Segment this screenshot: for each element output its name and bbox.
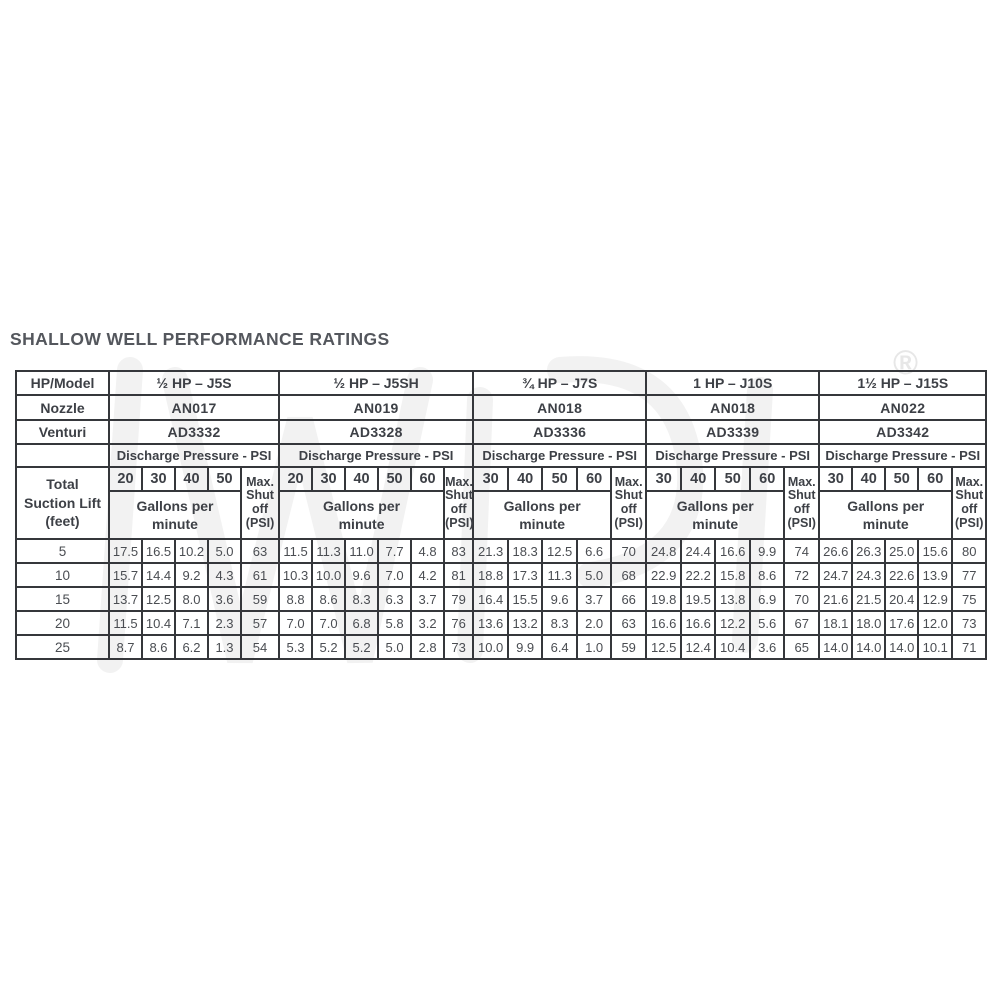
max-shutoff-value: 61: [241, 563, 279, 587]
pressure-col: 50: [542, 467, 577, 491]
gpm-value: 25.0: [885, 539, 918, 563]
pressure-col: 60: [577, 467, 611, 491]
gpm-value: 10.1: [918, 635, 952, 659]
gpm-value: 7.1: [175, 611, 208, 635]
gpm-value: 14.4: [142, 563, 175, 587]
max-shutoff-value: 54: [241, 635, 279, 659]
venturi-label: Venturi: [16, 420, 109, 444]
gpm-value: 26.6: [819, 539, 852, 563]
nozzle-row: [16, 395, 986, 420]
gpm-value: 14.0: [885, 635, 918, 659]
gpm-value: 11.5: [109, 611, 142, 635]
discharge-pressure-row: [16, 444, 986, 467]
discharge-header-j15s: Discharge Pressure - PSI: [819, 444, 986, 467]
max-shutoff-header: Max. Shut off (PSI): [444, 467, 473, 539]
suction-lift-value: 20: [16, 611, 109, 635]
gpm-value: 5.0: [378, 635, 411, 659]
max-shutoff-value: 73: [444, 635, 473, 659]
pressure-col: 40: [852, 467, 885, 491]
pressure-col: 30: [819, 467, 852, 491]
data-row: [16, 539, 986, 563]
gpm-value: 18.3: [508, 539, 542, 563]
gpm-value: 6.4: [542, 635, 577, 659]
gpm-value: 9.6: [345, 563, 378, 587]
pressure-col: 40: [681, 467, 715, 491]
max-shutoff-value: 80: [952, 539, 986, 563]
page-title: SHALLOW WELL PERFORMANCE RATINGS: [10, 329, 390, 349]
gpm-value: 7.0: [378, 563, 411, 587]
max-shutoff-header: Max. Shut off (PSI): [784, 467, 819, 539]
nozzle-j15s: AN022: [819, 395, 986, 420]
max-shutoff-value: 68: [611, 563, 646, 587]
discharge-header-j5s: Discharge Pressure - PSI: [109, 444, 279, 467]
data-row: [16, 611, 986, 635]
gpm-value: 17.3: [508, 563, 542, 587]
gpm-value: 11.0: [345, 539, 378, 563]
max-shutoff-value: 71: [952, 635, 986, 659]
gpm-value: 14.0: [852, 635, 885, 659]
gpm-value: 2.3: [208, 611, 241, 635]
venturi-j5sh: AD3328: [279, 420, 473, 444]
gpm-value: 12.4: [681, 635, 715, 659]
gpm-value: 22.2: [681, 563, 715, 587]
gpm-value: 1.3: [208, 635, 241, 659]
gpm-value: 10.3: [279, 563, 312, 587]
max-shutoff-header: Max. Shut off (PSI): [611, 467, 646, 539]
gpm-value: 6.9: [750, 587, 784, 611]
gpm-value: 6.8: [345, 611, 378, 635]
gpm-header: [109, 491, 241, 539]
gpm-value: 12.5: [142, 587, 175, 611]
gpm-header-label: Gallons per minute: [503, 497, 581, 532]
gpm-value: 24.8: [646, 539, 681, 563]
gpm-value: 13.8: [715, 587, 750, 611]
gpm-value: 15.6: [918, 539, 952, 563]
max-shutoff-value: 79: [444, 587, 473, 611]
gpm-value: 16.5: [142, 539, 175, 563]
gpm-value: 8.6: [750, 563, 784, 587]
gpm-value: 5.3: [279, 635, 312, 659]
suction-lift-value: 15: [16, 587, 109, 611]
gpm-value: 15.5: [508, 587, 542, 611]
gpm-value: 5.6: [750, 611, 784, 635]
suction-lift-header-cell: [16, 467, 109, 539]
nozzle-j5s: AN017: [109, 395, 279, 420]
venturi-j5s: AD3332: [109, 420, 279, 444]
gpm-value: 9.2: [175, 563, 208, 587]
pressure-col: 30: [646, 467, 681, 491]
watermark-registered-icon: ®: [893, 344, 919, 382]
gpm-value: 21.6: [819, 587, 852, 611]
gpm-value: 13.9: [918, 563, 952, 587]
gpm-value: 8.3: [345, 587, 378, 611]
gpm-value: 15.7: [109, 563, 142, 587]
gpm-value: 6.2: [175, 635, 208, 659]
max-shutoff-value: 72: [784, 563, 819, 587]
gpm-value: 5.0: [208, 539, 241, 563]
gpm-value: 18.0: [852, 611, 885, 635]
pressure-col: 50: [208, 467, 241, 491]
pressure-col: 40: [508, 467, 542, 491]
data-row: [16, 563, 986, 587]
gpm-header: [646, 491, 784, 539]
gpm-header-label: Gallons per minute: [847, 497, 925, 532]
max-shutoff-value: 74: [784, 539, 819, 563]
venturi-row: [16, 420, 986, 444]
gpm-value: 19.5: [681, 587, 715, 611]
gpm-value: 3.6: [208, 587, 241, 611]
max-shutoff-value: 81: [444, 563, 473, 587]
gpm-value: 5.8: [378, 611, 411, 635]
max-shutoff-value: 70: [784, 587, 819, 611]
gpm-value: 12.5: [646, 635, 681, 659]
gpm-value: 16.4: [473, 587, 508, 611]
gpm-value: 16.6: [715, 539, 750, 563]
gpm-value: 6.6: [577, 539, 611, 563]
suction-lift-value: 25: [16, 635, 109, 659]
max-shutoff-value: 63: [611, 611, 646, 635]
gpm-value: 12.2: [715, 611, 750, 635]
gpm-value: 16.6: [681, 611, 715, 635]
gpm-value: 17.6: [885, 611, 918, 635]
gpm-value: 10.2: [175, 539, 208, 563]
gpm-value: 22.6: [885, 563, 918, 587]
gpm-value: 4.3: [208, 563, 241, 587]
gpm-value: 16.6: [646, 611, 681, 635]
suction-lift-label: Total Suction Lift (feet): [24, 475, 101, 530]
nozzle-j5sh: AN019: [279, 395, 473, 420]
gpm-value: 11.3: [312, 539, 345, 563]
pressure-col: 50: [885, 467, 918, 491]
pressure-col: 30: [312, 467, 345, 491]
model-j5sh: ½ HP – J5SH: [279, 371, 473, 395]
pressure-col: 20: [109, 467, 142, 491]
discharge-header-j10s: Discharge Pressure - PSI: [646, 444, 819, 467]
gpm-value: 4.2: [411, 563, 444, 587]
venturi-j7s: AD3336: [473, 420, 646, 444]
table-body: [16, 539, 986, 659]
max-shutoff-value: 70: [611, 539, 646, 563]
gpm-value: 7.7: [378, 539, 411, 563]
gpm-value: 11.5: [279, 539, 312, 563]
gpm-value: 5.0: [577, 563, 611, 587]
gpm-value: 3.6: [750, 635, 784, 659]
pressure-col: 40: [345, 467, 378, 491]
gpm-value: 2.0: [577, 611, 611, 635]
gpm-value: 10.0: [312, 563, 345, 587]
max-shutoff-value: 59: [241, 587, 279, 611]
gpm-value: 17.5: [109, 539, 142, 563]
max-shutoff-value: 65: [784, 635, 819, 659]
gpm-value: 9.6: [542, 587, 577, 611]
pressure-col: 60: [918, 467, 952, 491]
gpm-value: 6.3: [378, 587, 411, 611]
gpm-value: 9.9: [508, 635, 542, 659]
gpm-value: 7.0: [279, 611, 312, 635]
gpm-value: 11.3: [542, 563, 577, 587]
gpm-value: 12.5: [542, 539, 577, 563]
gpm-value: 13.6: [473, 611, 508, 635]
gpm-value: 3.7: [577, 587, 611, 611]
max-shutoff-value: 63: [241, 539, 279, 563]
model-j7s: ¾ HP – J7S: [473, 371, 646, 395]
gpm-value: 21.5: [852, 587, 885, 611]
gpm-value: 8.7: [109, 635, 142, 659]
gpm-value: 8.6: [312, 587, 345, 611]
gpm-value: 20.4: [885, 587, 918, 611]
hp-model-label: HP/Model: [16, 371, 109, 395]
discharge-header-j7s: Discharge Pressure - PSI: [473, 444, 646, 467]
model-j10s: 1 HP – J10S: [646, 371, 819, 395]
pressure-col: 20: [279, 467, 312, 491]
gpm-value: 24.4: [681, 539, 715, 563]
suction-lift-value: 10: [16, 563, 109, 587]
gpm-value: 24.3: [852, 563, 885, 587]
gpm-value: 26.3: [852, 539, 885, 563]
gpm-value: 8.3: [542, 611, 577, 635]
gpm-value: 8.6: [142, 635, 175, 659]
venturi-j15s: AD3342: [819, 420, 986, 444]
max-shutoff-header: Max. Shut off (PSI): [952, 467, 986, 539]
gpm-value: 2.8: [411, 635, 444, 659]
max-shutoff-value: 57: [241, 611, 279, 635]
pressure-col: 60: [750, 467, 784, 491]
pressure-col: 60: [411, 467, 444, 491]
gpm-header-label: Gallons per minute: [136, 497, 214, 532]
gpm-value: 13.2: [508, 611, 542, 635]
gpm-header: [279, 491, 444, 539]
gpm-header: [819, 491, 952, 539]
model-j5s: ½ HP – J5S: [109, 371, 279, 395]
corner-empty-cell: [16, 444, 109, 467]
data-row: [16, 635, 986, 659]
data-row: [16, 587, 986, 611]
model-j15s: 1½ HP – J15S: [819, 371, 986, 395]
gpm-value: 14.0: [819, 635, 852, 659]
pressure-col: 40: [175, 467, 208, 491]
max-shutoff-value: 66: [611, 587, 646, 611]
gpm-value: 7.0: [312, 611, 345, 635]
max-shutoff-value: 77: [952, 563, 986, 587]
gpm-header-label: Gallons per minute: [676, 497, 754, 532]
max-shutoff-value: 67: [784, 611, 819, 635]
pressure-col: 50: [715, 467, 750, 491]
gpm-value: 9.9: [750, 539, 784, 563]
pressure-col: 50: [378, 467, 411, 491]
gpm-value: 10.4: [142, 611, 175, 635]
max-shutoff-value: 75: [952, 587, 986, 611]
gpm-value: 18.8: [473, 563, 508, 587]
pressure-col: 30: [142, 467, 175, 491]
gpm-header-label: Gallons per minute: [323, 497, 401, 532]
gpm-value: 3.2: [411, 611, 444, 635]
pressure-col: 30: [473, 467, 508, 491]
suction-lift-value: 5: [16, 539, 109, 563]
max-shutoff-header: Max. Shut off (PSI): [241, 467, 279, 539]
nozzle-label: Nozzle: [16, 395, 109, 420]
pressure-values-row: [16, 467, 986, 491]
gpm-value: 15.8: [715, 563, 750, 587]
gpm-value: 21.3: [473, 539, 508, 563]
gpm-value: 10.4: [715, 635, 750, 659]
gpm-value: 10.0: [473, 635, 508, 659]
nozzle-j10s: AN018: [646, 395, 819, 420]
performance-ratings-table: [15, 370, 987, 660]
discharge-header-j5sh: Discharge Pressure - PSI: [279, 444, 473, 467]
gpm-value: 5.2: [312, 635, 345, 659]
gpm-value: 18.1: [819, 611, 852, 635]
model-row: [16, 371, 986, 395]
nozzle-j7s: AN018: [473, 395, 646, 420]
gpm-value: 24.7: [819, 563, 852, 587]
gpm-value: 8.0: [175, 587, 208, 611]
gpm-value: 13.7: [109, 587, 142, 611]
gpm-value: 12.9: [918, 587, 952, 611]
max-shutoff-value: 59: [611, 635, 646, 659]
max-shutoff-value: 76: [444, 611, 473, 635]
gpm-value: 22.9: [646, 563, 681, 587]
gpm-value: 4.8: [411, 539, 444, 563]
gpm-value: 5.2: [345, 635, 378, 659]
gpm-value: 12.0: [918, 611, 952, 635]
gpm-value: 1.0: [577, 635, 611, 659]
max-shutoff-value: 73: [952, 611, 986, 635]
venturi-j10s: AD3339: [646, 420, 819, 444]
gpm-header: [473, 491, 611, 539]
gpm-value: 8.8: [279, 587, 312, 611]
gpm-label-row: [16, 491, 986, 539]
gpm-value: 19.8: [646, 587, 681, 611]
max-shutoff-value: 83: [444, 539, 473, 563]
gpm-value: 3.7: [411, 587, 444, 611]
